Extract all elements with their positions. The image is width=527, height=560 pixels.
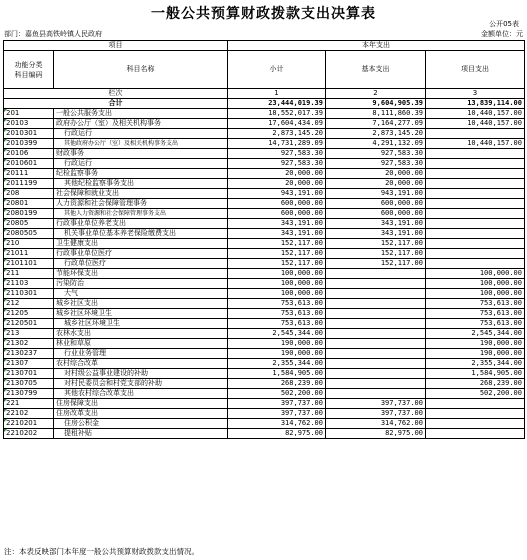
total-project: 13,839,114.00 [426,99,525,109]
row-basic: 343,191.00 [326,219,426,229]
row-project [426,199,525,209]
row-code [4,339,54,349]
row-code [4,249,54,259]
header-seq-label: 栏次 [4,89,228,99]
table-row [4,339,525,349]
row-basic: 397,737.00 [326,399,426,409]
row-project [426,229,525,239]
row-subtotal: 190,000.00 [228,349,326,359]
cell-marker-icon [4,379,7,382]
row-subtotal: 268,239.00 [228,379,326,389]
table-row [4,229,525,239]
cell-marker-icon [4,399,7,402]
row-basic: 397,737.00 [326,409,426,419]
cell-marker-icon [4,299,7,302]
row-subtotal: 343,191.00 [228,219,326,229]
cell-marker-icon [4,269,7,272]
header-project: 项目 [4,41,228,51]
row-code-text: 21307 [6,359,29,367]
row-subtotal: 600,000.00 [228,209,326,219]
cell-marker-icon [4,279,7,282]
row-code [4,139,54,149]
row-project [426,219,525,229]
row-code-text: 2011199 [6,179,38,187]
row-basic: 927,583.30 [326,149,426,159]
row-subject-name: 行政事业单位医疗 [54,249,228,259]
row-project: 190,000.00 [426,349,525,359]
table-row [4,409,525,419]
row-code-text: 2120501 [6,319,38,327]
row-basic [326,319,426,329]
expenditure-table [3,40,525,439]
row-subtotal: 190,000.00 [228,339,326,349]
row-basic [326,369,426,379]
table-row [4,289,525,299]
row-code-text: 210 [6,239,20,247]
row-code [4,409,54,419]
cell-marker-icon [4,199,7,202]
row-basic: 4,291,132.09 [326,139,426,149]
row-code-text: 2010601 [6,159,38,167]
row-subtotal: 100,000.00 [228,289,326,299]
row-project: 2,355,344.00 [426,359,525,369]
row-code [4,179,54,189]
row-subject-name: 其他人力资源和社会保障管理事务支出 [54,209,228,219]
row-basic [326,389,426,399]
row-code-text: 21011 [6,249,29,257]
row-code [4,359,54,369]
table-row [4,359,525,369]
cell-marker-icon [4,159,7,162]
report-title: 一般公共预算财政拨款支出决算表 [151,6,376,22]
row-basic: 20,000.00 [326,169,426,179]
row-subject-name: 农村综合改革 [54,359,228,369]
row-subject-name: 节能环保支出 [54,269,228,279]
row-code-text: 21103 [6,279,29,287]
cell-marker-icon [4,249,7,252]
row-subtotal: 100,000.00 [228,269,326,279]
cell-marker-icon [4,119,7,122]
row-code [4,379,54,389]
row-subject-name: 行政运行 [54,129,228,139]
row-code [4,319,54,329]
row-basic: 927,583.30 [326,159,426,169]
row-project: 1,584,905.00 [426,369,525,379]
row-subject-name: 社会保障和就业支出 [54,189,228,199]
cell-marker-icon [4,329,7,332]
cell-marker-icon [4,239,7,242]
row-code-text: 20103 [6,119,29,127]
row-code [4,279,54,289]
row-code-text: 2010399 [6,139,38,147]
row-subject-name: 政府办公厅（室）及相关机构事务 [54,119,228,129]
cell-marker-icon [4,319,7,322]
row-basic [326,379,426,389]
cell-marker-icon [4,189,7,192]
row-project: 2,545,344.00 [426,329,525,339]
row-subject-name: 纪检监察事务 [54,169,228,179]
row-project [426,129,525,139]
row-code-text: 2210201 [6,419,38,427]
row-project [426,409,525,419]
table-row [4,249,525,259]
row-code-text: 2010301 [6,129,38,137]
row-subtotal: 753,613.00 [228,309,326,319]
row-code [4,109,54,119]
row-project [426,259,525,269]
row-basic: 152,117.00 [326,239,426,249]
row-subtotal: 152,117.00 [228,259,326,269]
row-project: 753,613.00 [426,309,525,319]
row-subject-name: 人力资源和社会保障管理事务 [54,199,228,209]
row-subtotal: 2,355,344.00 [228,359,326,369]
row-project: 753,613.00 [426,299,525,309]
row-subject-name: 农林水支出 [54,329,228,339]
row-subject-name: 一般公共服务支出 [54,109,228,119]
row-subtotal: 343,191.00 [228,229,326,239]
row-code-text: 20805 [6,219,29,227]
row-code [4,219,54,229]
row-code [4,299,54,309]
row-basic [326,279,426,289]
row-subtotal: 152,117.00 [228,239,326,249]
row-subject-name: 大气 [54,289,228,299]
row-subtotal: 18,552,017.39 [228,109,326,119]
table-row [4,389,525,399]
table-row [4,139,525,149]
table-row [4,219,525,229]
row-subtotal: 1,584,905.00 [228,369,326,379]
table-row [4,159,525,169]
total-basic: 9,604,905.39 [326,99,426,109]
table-row [4,259,525,269]
cell-marker-icon [4,149,7,152]
row-code [4,159,54,169]
row-project: 10,440,157.00 [426,139,525,149]
cell-marker-icon [4,259,7,262]
row-project [426,159,525,169]
header-subject-name: 科目名称 [54,51,228,89]
table-row [4,329,525,339]
row-code-text: 201 [6,109,20,117]
header-seq-1: 1 [228,89,326,99]
cell-marker-icon [4,219,7,222]
row-subject-name: 其他农村综合改革支出 [54,389,228,399]
cell-marker-icon [4,139,7,142]
row-subtotal: 82,975.00 [228,429,326,439]
amount-unit-label: 金额单位：元 [481,30,523,38]
row-code-text: 2130237 [6,349,38,357]
row-basic [326,359,426,369]
row-code [4,149,54,159]
table-row [4,309,525,319]
table-row [4,169,525,179]
row-project [426,169,525,179]
row-subtotal: 943,191.00 [228,189,326,199]
row-code-text: 2130799 [6,389,38,397]
row-subtotal: 600,000.00 [228,199,326,209]
cell-marker-icon [4,429,7,432]
row-code [4,229,54,239]
table-row [4,209,525,219]
header-seq-2: 2 [326,89,426,99]
table-row [4,429,525,439]
row-subject-name: 对村级公益事业建设的补助 [54,369,228,379]
table-row [4,129,525,139]
row-code-text: 2210202 [6,429,38,437]
cell-marker-icon [4,129,7,132]
row-code-text: 213 [6,329,20,337]
table-row [4,279,525,289]
cell-marker-icon [4,339,7,342]
cell-marker-icon [4,109,7,112]
form-number: 公开05表 [489,20,519,28]
row-code [4,209,54,219]
row-subject-name: 提租补贴 [54,429,228,439]
row-project [426,149,525,159]
row-code-text: 2080505 [6,229,38,237]
footnote: 注：本表反映部门本年度一般公共预算财政拨款支出情况。 [4,547,199,556]
row-project [426,179,525,189]
row-code-text: 2130701 [6,369,38,377]
row-basic: 20,000.00 [326,179,426,189]
row-subtotal: 927,583.30 [228,149,326,159]
row-code [4,269,54,279]
row-basic: 600,000.00 [326,209,426,219]
row-project: 100,000.00 [426,289,525,299]
row-subtotal: 314,762.00 [228,419,326,429]
row-project [426,189,525,199]
row-project [426,209,525,219]
row-code-text: 22102 [6,409,29,417]
row-subject-name: 城乡社区环境卫生 [54,309,228,319]
row-subtotal: 152,117.00 [228,249,326,259]
row-basic: 8,111,860.39 [326,109,426,119]
row-subtotal: 14,731,289.09 [228,139,326,149]
cell-marker-icon [4,309,7,312]
table-row [4,269,525,279]
row-basic: 343,191.00 [326,229,426,239]
row-project: 10,440,157.00 [426,119,525,129]
table-row [4,109,525,119]
row-code [4,199,54,209]
table-row [4,119,525,129]
row-subject-name: 住房改革支出 [54,409,228,419]
row-basic: 152,117.00 [326,259,426,269]
table-row [4,349,525,359]
row-subtotal: 20,000.00 [228,169,326,179]
row-basic [326,339,426,349]
row-basic [326,289,426,299]
row-code [4,189,54,199]
row-subtotal: 927,583.30 [228,159,326,169]
row-code [4,389,54,399]
row-basic [326,299,426,309]
row-subject-name: 污染防治 [54,279,228,289]
cell-marker-icon [4,169,7,172]
row-project: 10,440,157.00 [426,109,525,119]
total-row [4,99,525,109]
cell-marker-icon [4,289,7,292]
row-subject-name: 住房保障支出 [54,399,228,409]
row-subtotal: 753,613.00 [228,299,326,309]
row-project [426,429,525,439]
row-code-text: 208 [6,189,20,197]
row-code-text: 2080199 [6,209,38,217]
row-basic [326,349,426,359]
total-subtotal: 23,444,019.39 [228,99,326,109]
row-subject-name: 财政事务 [54,149,228,159]
cell-marker-icon [4,389,7,392]
table-row [4,319,525,329]
row-code [4,129,54,139]
table-row [4,299,525,309]
row-code-text: 20111 [6,169,29,177]
row-project [426,419,525,429]
row-basic: 314,762.00 [326,419,426,429]
cell-marker-icon [4,179,7,182]
row-code [4,289,54,299]
row-subtotal: 502,200.00 [228,389,326,399]
department-label: 部门：嘉鱼县高铁岭镇人民政府 [4,30,102,38]
row-basic: 600,000.00 [326,199,426,209]
table-row [4,189,525,199]
row-subject-name: 对村民委员会和村党支部的补助 [54,379,228,389]
report-meta-line [4,29,523,40]
table-row [4,369,525,379]
header-project-expense: 项目支出 [426,51,525,89]
row-code-text: 211 [6,269,20,277]
row-subject-name: 行政单位医疗 [54,259,228,269]
table-row [4,179,525,189]
row-code-text: 20106 [6,149,29,157]
row-subtotal: 17,604,434.09 [228,119,326,129]
row-code [4,259,54,269]
row-subject-name: 城乡社区环境卫生 [54,319,228,329]
row-code-text: 21205 [6,309,29,317]
row-code [4,329,54,339]
row-subtotal: 397,737.00 [228,409,326,419]
row-code-text: 20801 [6,199,29,207]
row-subtotal: 753,613.00 [228,319,326,329]
row-subject-name: 卫生健康支出 [54,239,228,249]
row-subject-name: 行政事业单位养老支出 [54,219,228,229]
table-row [4,199,525,209]
row-code [4,399,54,409]
cell-marker-icon [4,369,7,372]
row-project [426,239,525,249]
header-func-code: 功能分类 科目编码 [4,51,54,89]
cell-marker-icon [4,229,7,232]
table-row [4,379,525,389]
header-basic: 基本支出 [326,51,426,89]
row-code-text: 21302 [6,339,29,347]
row-code [4,119,54,129]
cell-marker-icon [4,349,7,352]
table-row [4,149,525,159]
row-project: 268,239.00 [426,379,525,389]
header-current-year: 本年支出 [228,41,525,51]
row-subtotal: 2,545,344.00 [228,329,326,339]
row-subtotal: 397,737.00 [228,399,326,409]
row-code [4,369,54,379]
total-label: 合计 [4,99,228,109]
row-code [4,169,54,179]
row-subject-name: 其他政府办公厅（室）及相关机构事务支出 [54,139,228,149]
row-code-text: 212 [6,299,20,307]
row-code [4,419,54,429]
row-code [4,239,54,249]
row-subject-name: 城乡社区支出 [54,299,228,309]
row-project: 753,613.00 [426,319,525,329]
cell-marker-icon [4,409,7,412]
row-subtotal: 100,000.00 [228,279,326,289]
row-basic [326,269,426,279]
row-subject-name: 林业和草原 [54,339,228,349]
row-subject-name: 行政运行 [54,159,228,169]
row-project: 100,000.00 [426,269,525,279]
row-subtotal: 2,873,145.20 [228,129,326,139]
row-project: 502,200.00 [426,389,525,399]
row-basic: 943,191.00 [326,189,426,199]
row-code [4,309,54,319]
cell-marker-icon [4,209,7,212]
row-subject-name: 机关事业单位基本养老保险缴费支出 [54,229,228,239]
row-code-text: 2110301 [6,289,38,297]
row-project [426,399,525,409]
row-code-text: 2130705 [6,379,38,387]
row-project: 100,000.00 [426,279,525,289]
row-basic: 82,975.00 [326,429,426,439]
row-code [4,349,54,359]
row-code-text: 2101101 [6,259,38,267]
row-basic: 2,873,145.20 [326,129,426,139]
cell-marker-icon [4,419,7,422]
header-subtotal: 小计 [228,51,326,89]
row-code-text: 221 [6,399,20,407]
row-subject-name: 住房公积金 [54,419,228,429]
cell-marker-icon [4,359,7,362]
row-basic: 7,164,277.09 [326,119,426,129]
row-basic: 152,117.00 [326,249,426,259]
row-subtotal: 20,000.00 [228,179,326,189]
row-code [4,429,54,439]
header-seq-3: 3 [426,89,525,99]
table-row [4,419,525,429]
row-subject-name: 行业业务管理 [54,349,228,359]
row-project: 190,000.00 [426,339,525,349]
row-basic [326,309,426,319]
table-row [4,399,525,409]
row-subject-name: 其他纪检监察事务支出 [54,179,228,189]
table-row [4,239,525,249]
row-basic [326,329,426,339]
row-project [426,249,525,259]
